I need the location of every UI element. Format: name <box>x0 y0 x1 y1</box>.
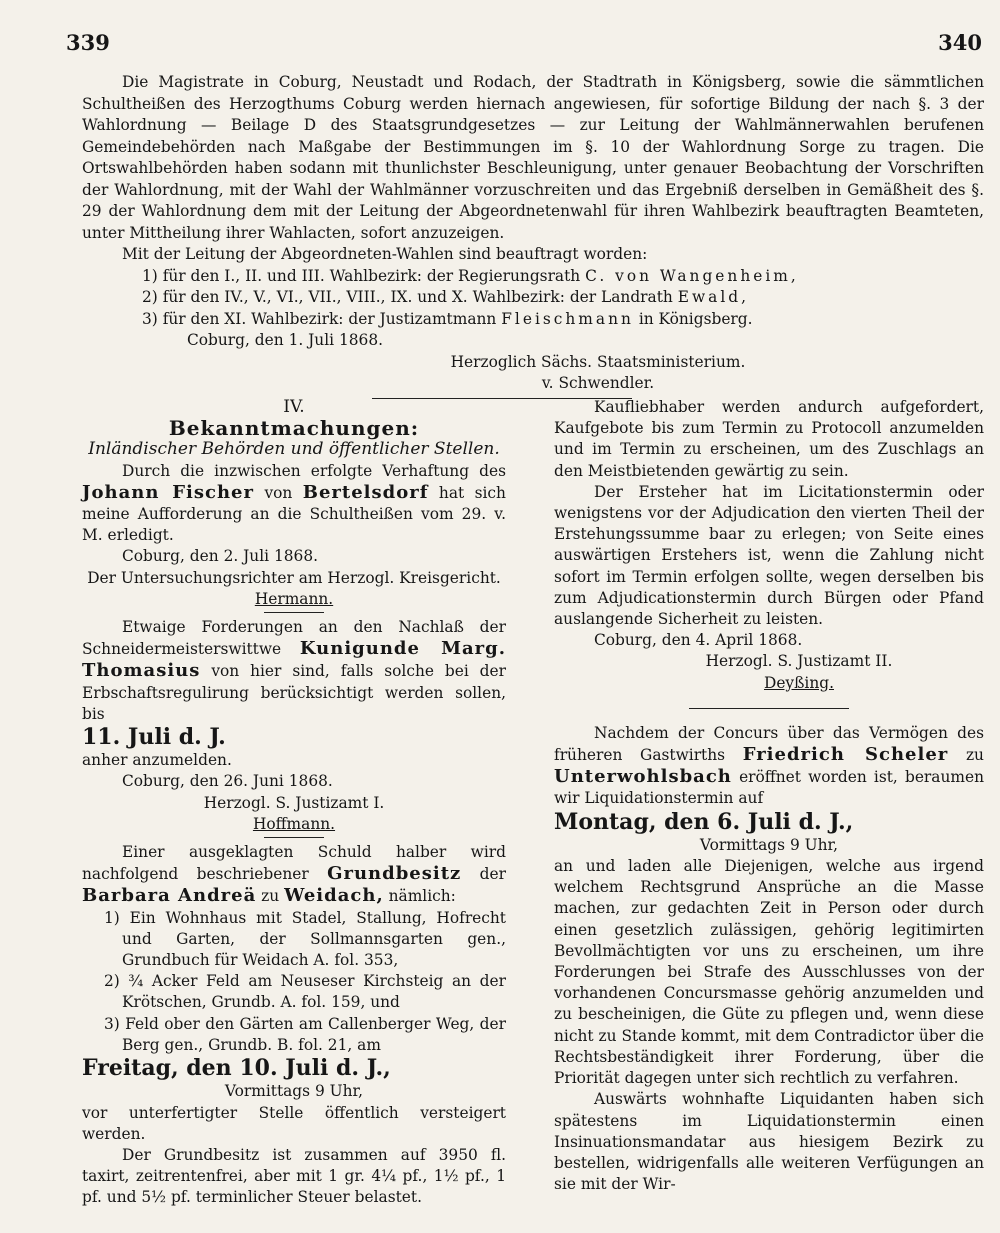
authority-line: Herzoglich Sächs. Staatsministerium. <box>450 352 746 371</box>
list-item: 1) für den I., II. und III. Wahlbezirk: der Regierungsrath C. von Wangenheim, <box>142 266 799 285</box>
ordinance-paragraph: Die Magistrate in Coburg, Neustadt und Rodach, der Stadtrath in Königsberg, sowie die sämmtlichen Schultheißen des Herzogthums Coburg werden hiernach angewiesen, für sofortige Bildung der nach §. 3 der Wahlordnung — Beilage D des Staatsgrundgesetzes — zur Leitung der Wahlmännerwahlen berufenen Gemeindebehörden nach Maßgabe der Bestimmungen im §. 10 der Wahlordnung Sorge zu tragen. Die Ortswahlbehörden haben sodann mit thunlichster Beschleunigung, unter genauer Beobachtung der Vorschriften der Wahlordnung, mit der Wahl der Wahlmänner vorzuschreiten und das Ergebniß derselben in Gemäßheit des §. 29 der Wahlordnung dem mit der Leitung der Abgeordnetenwahl für ihren Wahlbezirk beauftragten Beamteten, unter Mittheilung ihrer Wahlacten, sofort anzuzeigen. <box>82 73 984 242</box>
term-date: Montag, den 6. Juli d. J., <box>554 808 854 835</box>
date-line: Coburg, den 4. April 1868. <box>594 631 803 650</box>
date-line: Coburg, den 1. Juli 1868. <box>187 331 384 349</box>
notice-text: Etwaige Forderungen an den Nachlaß der Schneidermeisterswittwe Kunigunde Marg. Thomasius von hier sind, falls solche bei der Erbschaftsregulirung berücksichtigt werden sollen, bis <box>82 618 506 723</box>
list-item: 1) Ein Wohnhaus mit Stadel, Stallung, Hofrecht und Garten, der Sollmannsgarten gen., Grundbuch für Weidach A. fol. 353, <box>104 908 506 970</box>
signer-line: v. Schwendler. <box>541 374 655 392</box>
notice-text: Der Ersteher hat im Licitationstermin oder wenigstens vor der Adjudication den vierten Theil der Erstehungssumme baar zu erlegen; von Seite eines auswärtigen Erstehers ist, wenn die Zahlung nicht sofort im Termin erfolgen sollte, wegen derselben bis zum Adjudicationstermin durch Bürgen oder Pfand auslangende Sicherheit zu leisten. <box>554 482 984 629</box>
section-number: IV. <box>283 397 305 417</box>
date-line: Coburg, den 2. Juli 1868. <box>122 547 319 566</box>
office-line: Herzogl. S. Justizamt I. <box>203 793 385 812</box>
date-line: Coburg, den 26. Juni 1868. <box>122 772 333 791</box>
notice-text: Der Grundbesitz ist zusammen auf 3950 fl. taxirt, zeitrentenfrei, aber mit 1 gr. 4¼ pf., 1½ pf., 1 pf. und 5½ pf. terminlicher Steuer belastet. <box>82 1145 506 1207</box>
page-number-left: 339 <box>66 30 110 55</box>
notice-text: Durch die inzwischen erfolgte Verhaftung des Johann Fischer von Bertelsdorf hat sich meine Aufforderung an die Schultheißen vom 29. v. M. erledigt. <box>82 461 506 545</box>
office-line: Der Untersuchungsrichter am Herzogl. Kreisgericht. <box>87 568 501 587</box>
office-line: Herzogl. S. Justizamt II. <box>705 652 893 671</box>
right-column <box>554 397 984 1195</box>
notice-text: an und laden alle Diejenigen, welche aus irgend welchem Rechtsgrund Ansprüche an die Masse machen, zur gedachten Zeit in Person oder durch einen gesetzlich zulässigen, gehörig legitimirten Bevollmächtigten vor uns zu erscheinen, um ihre Forderungen bei Strafe des Ausschlusses von der vorhandenen Concursmasse gehörig anzumelden und zu bescheinigen, die Güte zu pflegen und, wenn diese nicht zu Stande kommt, mit dem Contradictor über die Rechtsbeständigkeit ihrer Forderung, über die Priorität dagegen unter sich rechtlich zu verfahren. <box>554 857 984 1088</box>
list-item: 2) für den IV., V., VI., VII., VIII., IX. und X. Wahlbezirk: der Landrath Ewald, <box>142 288 749 306</box>
notice-text: Kaufliebhaber werden andurch aufgefordert, Kaufgebote bis zum Termin zu Protocoll anzumelden und im Termin zu erscheinen, um des Zuschlags an den Meistbietenden gewärtig zu sein. <box>554 398 984 480</box>
time-line: Vormittags 9 Uhr, <box>699 835 839 854</box>
page-number-right: 340 <box>938 30 982 55</box>
signer-line: Hermann. <box>254 589 334 608</box>
list-item: 3) Feld ober den Gärten am Callenberger Weg, der Berg gen., Grundb. B. fol. 21, am <box>104 1014 506 1054</box>
notice-divider <box>689 708 849 709</box>
top-section <box>82 72 984 402</box>
notice-divider <box>264 612 324 613</box>
section-heading: Bekanntmachungen: <box>168 416 420 441</box>
signer-line: Hoffmann. <box>252 814 336 833</box>
notice-divider <box>264 837 324 838</box>
section-subheading: Inländischer Behörden und öffentlicher Stellen. <box>88 439 500 460</box>
deadline: 11. Juli d. J. <box>82 724 226 751</box>
notice-text: vor unterfertigter Stelle öffentlich versteigert werden. <box>82 1103 506 1143</box>
signer-line: Deyßing. <box>763 673 834 692</box>
intro-line: Mit der Leitung der Abgeordneten-Wahlen sind beauftragt worden: <box>122 245 648 263</box>
list-item: 3) für den XI. Wahlbezirk: der Justizamtmann Fleischmann in Königsberg. <box>142 309 753 328</box>
notice-text: Auswärts wohnhafte Liquidanten haben sich spätestens im Liquidationstermin einen Insinuationsmandatar aus hiesigem Bezirk zu bestellen, widrigenfalls alle weiteren Verfügungen an sie mit der Wir- <box>554 1090 984 1194</box>
time-line: Vormittags 9 Uhr, <box>224 1082 364 1101</box>
notice-text: anher anzumelden. <box>82 751 232 770</box>
notice-text: Einer ausgeklagten Schuld halber wird nachfolgend beschriebener Grundbesitz der Barbara Andreä zu Weidach, nämlich: <box>82 843 506 907</box>
left-column <box>82 397 506 1209</box>
list-item: 2) ¾ Acker Feld am Neuseser Kirchsteig an der Krötschen, Grundb. A. fol. 159, und <box>104 972 506 1012</box>
notice-text: Nachdem der Concurs über das Vermögen des früheren Gastwirths Friedrich Scheler zu Unterwohlsbach eröffnet worden ist, beraumen wir Liquidationstermin auf <box>554 723 984 808</box>
auction-date: Freitag, den 10. Juli d. J., <box>82 1055 391 1082</box>
